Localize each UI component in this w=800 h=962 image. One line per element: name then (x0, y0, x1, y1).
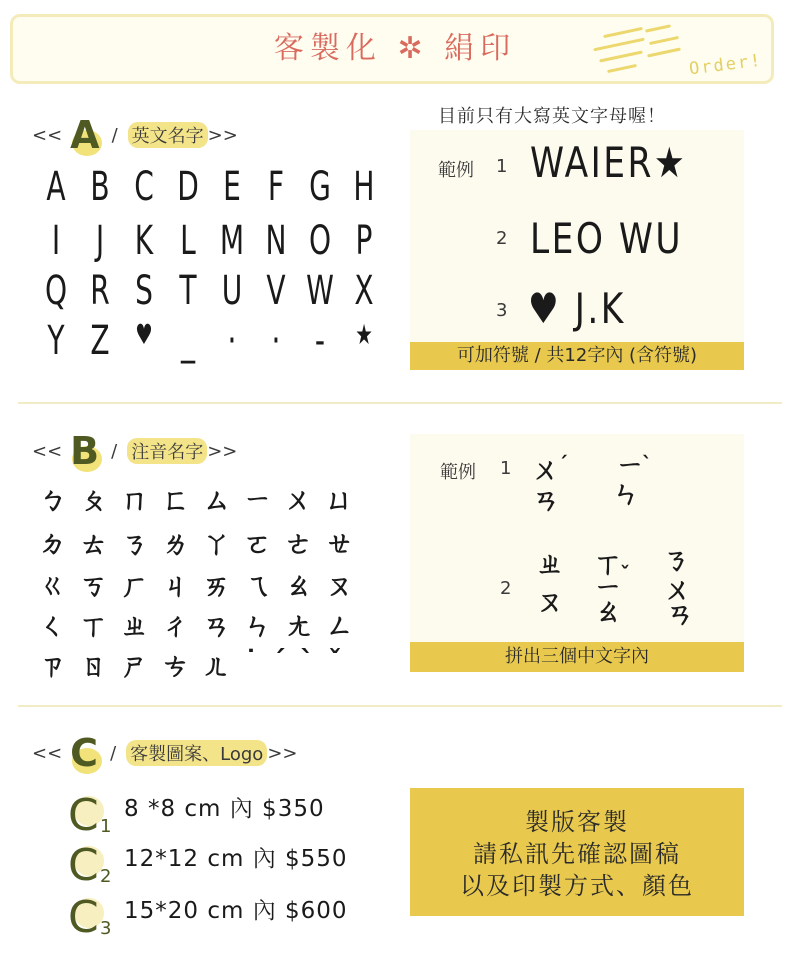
zhuyin-glyph: ˋ (300, 644, 314, 677)
glyph: W (306, 268, 334, 314)
glyph: I (51, 218, 61, 264)
header-banner (10, 14, 774, 84)
zhuyin-glyph: ˊ (272, 644, 286, 677)
zhuyin-glyph: ㄨ (664, 573, 693, 606)
zhuyin-glyph: ㄗ (38, 649, 67, 682)
zhuyin-glyph: ㄙ (202, 483, 231, 516)
zhuyin-glyph: ㄅ (38, 483, 67, 516)
example-footer-b: 拼出三個中文字內 (410, 642, 744, 672)
zhuyin-glyph: ㄕ (120, 649, 149, 682)
heading-sep: / (110, 742, 117, 764)
size-index: 3 (100, 918, 112, 939)
zhuyin-glyph: ㄣ (612, 477, 641, 510)
box-line: 以及印製方式、顏色 (460, 872, 694, 900)
zhuyin-glyph: ㄒ (79, 609, 108, 642)
star-icon: ★ (355, 318, 373, 351)
glyph: V (266, 268, 286, 314)
zhuyin-glyph: ㄢ (202, 609, 231, 642)
zhuyin-glyph: ˇ (620, 562, 630, 586)
glyph: B (90, 164, 110, 210)
section-name: 注音名字 (127, 438, 207, 464)
section-name: 英文名字 (128, 122, 208, 148)
glyph: F (267, 164, 285, 210)
size-mark: C 1 (68, 790, 124, 834)
example-number: 2 (496, 228, 508, 249)
example-label: 範例 (438, 160, 474, 181)
glyph: A (46, 164, 66, 210)
example-label: 範例 (440, 462, 476, 483)
zhuyin-glyph: ㄨ (532, 453, 561, 486)
glyph: _ (180, 318, 196, 364)
glyph: P (355, 218, 373, 264)
zhuyin-glyph: ㄛ (243, 527, 272, 560)
zhuyin-glyph: ㄋ (662, 543, 691, 576)
glyph: G (309, 164, 331, 210)
example-panel-b (410, 434, 744, 642)
zhuyin-glyph: ㄔ (161, 609, 190, 642)
zhuyin-glyph: ㄜ (284, 527, 313, 560)
size-index: 2 (100, 866, 112, 887)
custom-design-box (410, 788, 744, 916)
zhuyin-glyph: ㄢ (532, 483, 561, 516)
heading-suffix: >> (207, 124, 238, 146)
zhuyin-row (32, 564, 360, 604)
zhuyin-glyph: ㄩ (325, 483, 354, 516)
zhuyin-glyph: ㄝ (325, 527, 354, 560)
heading-sep: / (111, 440, 118, 462)
glyph: U (221, 268, 243, 314)
glyph: R (90, 268, 110, 314)
alphabet-row (34, 164, 386, 210)
glyph: X (354, 268, 374, 314)
zhuyin-glyph: ㄐ (161, 569, 190, 602)
example-number: 1 (496, 156, 508, 177)
zhuyin-glyph: ㄊ (79, 527, 108, 560)
glyph: E (223, 164, 241, 210)
zhuyin-row (32, 604, 360, 644)
zhuyin-glyph: ㄚ (202, 527, 231, 560)
zhuyin-glyph: ㄆ (79, 483, 108, 516)
price-text: 15*20 cm 內 $600 (124, 898, 348, 924)
zhuyin-glyph: ㄈ (161, 483, 190, 516)
section-letter: C (70, 731, 99, 775)
zhuyin-glyph: ㄒ (594, 547, 623, 580)
zhuyin-glyph: ㄤ (284, 609, 313, 642)
glyph: S (135, 268, 153, 314)
section-b-heading (32, 429, 238, 473)
zhuyin-glyph: ㄇ (120, 483, 149, 516)
price-item (68, 840, 348, 891)
glyph: · (271, 318, 281, 364)
glyph: Y (47, 318, 65, 364)
section-letter: B (70, 429, 100, 473)
alphabet-row (34, 218, 386, 264)
example-text: LEO WU (530, 214, 684, 263)
zhuyin-glyph: ㄨ (284, 483, 313, 516)
zhuyin-glyph: ㄧ (594, 571, 623, 604)
glyph: T (179, 268, 197, 314)
heading-suffix: >> (207, 440, 238, 462)
size-mark: C 2 (68, 840, 124, 884)
example-text: ♥ J.K (528, 284, 626, 333)
glyph: H (353, 164, 375, 210)
glyph: D (177, 164, 199, 210)
size-mark: C 3 (68, 892, 124, 936)
zhuyin-glyph: ˋ (642, 452, 652, 476)
section-a-heading (32, 113, 238, 157)
uppercase-note: 目前只有大寫英文字母喔！ (438, 106, 666, 127)
example-number: 2 (500, 578, 512, 599)
zhuyin-glyph: ㄠ (284, 569, 313, 602)
zhuyin-glyph: ㄖ (79, 649, 108, 682)
zhuyin-glyph: ㄡ (536, 585, 565, 618)
zhuyin-row (32, 522, 360, 562)
zhuyin-glyph: ㄧ (243, 483, 272, 516)
zhuyin-glyph: ㄠ (594, 595, 623, 628)
zhuyin-glyph: ㄋ (120, 527, 149, 560)
zhuyin-glyph: ˊ (558, 452, 568, 476)
heading-prefix: << (32, 440, 63, 462)
zhuyin-row (32, 478, 360, 518)
price-item (68, 892, 348, 943)
zhuyin-glyph: ㄌ (161, 527, 190, 560)
box-line: 製版客製 (525, 808, 629, 836)
alphabet-row (34, 268, 386, 314)
heading-prefix: << (32, 124, 63, 146)
section-letter: A (70, 113, 100, 157)
price-text: 12*12 cm 內 $550 (124, 846, 348, 872)
zhuyin-glyph: ㄎ (79, 569, 108, 602)
zhuyin-glyph: ㄘ (161, 649, 190, 682)
glyph: O (308, 218, 332, 264)
price-text: 8 *8 cm 內 $350 (124, 796, 325, 822)
divider (18, 705, 782, 707)
glyph: J (95, 218, 105, 264)
example-text: WAIER★ (530, 138, 688, 187)
alphabet-row (34, 318, 386, 364)
section-name: 客製圖案、Logo (126, 740, 267, 766)
glyph: · (227, 318, 237, 364)
zhuyin-glyph: ㄓ (536, 547, 565, 580)
zhuyin-glyph: ㄣ (243, 609, 272, 642)
glyph: L (180, 218, 196, 264)
price-item (68, 790, 325, 841)
zhuyin-glyph: ㄓ (120, 609, 149, 642)
banner-title: 客製化 ✲ 絹印 (273, 31, 517, 66)
size-index: 1 (100, 816, 112, 837)
zhuyin-glyph: ˙ (244, 644, 258, 677)
zhuyin-glyph: ㄏ (120, 569, 149, 602)
zhuyin-glyph: ㄥ (325, 609, 354, 642)
heading-suffix: >> (267, 742, 298, 764)
section-c-heading (32, 731, 298, 775)
zhuyin-glyph: ㄦ (202, 649, 231, 682)
zhuyin-glyph: ˇ (328, 644, 342, 677)
zhuyin-glyph: ㄡ (325, 569, 354, 602)
example-footer-a: 可加符號 / 共12字內 (含符號) (410, 342, 744, 370)
zhuyin-glyph: ㄞ (202, 569, 231, 602)
divider (18, 402, 782, 404)
zhuyin-glyph: ㄍ (38, 569, 67, 602)
zhuyin-glyph: ㄉ (38, 527, 67, 560)
zhuyin-glyph: ㄢ (666, 597, 695, 630)
zhuyin-glyph: ㄧ (616, 449, 645, 482)
heading-sep: / (111, 124, 118, 146)
zhuyin-row (32, 644, 349, 684)
example-number: 1 (500, 458, 512, 479)
example-number: 3 (496, 300, 508, 321)
decorative-hatch (593, 25, 683, 75)
zhuyin-glyph: ㄑ (38, 609, 67, 642)
example-panel-a (410, 130, 744, 342)
heading-prefix: << (32, 742, 63, 764)
glyph: Q (44, 268, 68, 314)
glyph: Z (90, 318, 110, 364)
order-tag: Order! (688, 50, 764, 80)
heart-icon: ♥ (135, 318, 153, 351)
glyph: - (314, 318, 326, 364)
box-line: 請私訊先確認圖稿 (473, 840, 681, 868)
glyph: C (134, 164, 154, 210)
glyph: M (219, 218, 245, 264)
glyph: N (265, 218, 287, 264)
zhuyin-glyph: ㄟ (243, 569, 272, 602)
glyph: K (134, 218, 154, 264)
